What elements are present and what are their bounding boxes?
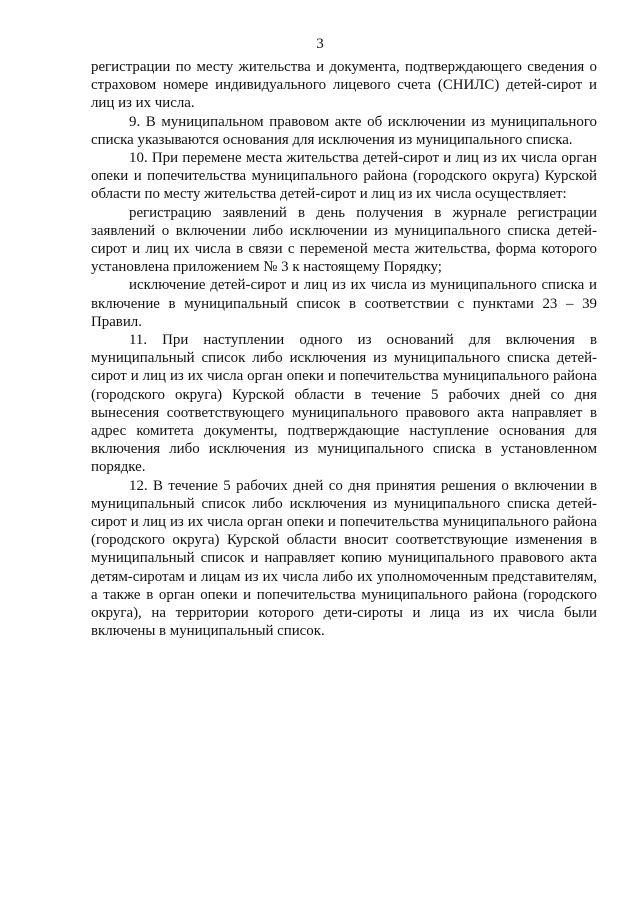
document-body [91, 58, 597, 641]
paragraph-item-9: 9. В муниципальном правовом акте об исключении из муниципального списка указываются основания для исключения из муниципального списка. [91, 113, 597, 148]
paragraph-continuation: регистрации по месту жительства и документа, подтверждающего сведения о страховом номере индивидуального лицевого счета (СНИЛС) детей-сирот и лиц из их числа. [91, 59, 597, 112]
paragraph-item-12: 12. В течение 5 рабочих дней со дня принятия решения о включении в муниципальный список либо исключения из муниципального списка детей-сирот и лиц из их числа орган опеки и попечительства муниципального района (городского округа) Курской области вносит соответствующие изменения в муниципальный список и направляет копию муниципального правового акта детям-сиротам и лицам из их числа либо их уполномоченным представителям, а также в орган опеки и попечительства муниципального района (городского округа), на территории которого дети-сироты и лица из их числа были включены в муниципальный список. [91, 477, 597, 640]
page-number: 3 [316, 36, 324, 52]
paragraph-exclusion: исключение детей-сирот и лиц из их числа из муниципального списка и включение в муниципальный список в соответствии с пунктами 23 – 39 Правил. [91, 277, 597, 330]
paragraph-item-11: 11. При наступлении одного из оснований для включения в муниципальный список либо исключения из муниципального списка детей-сирот и лиц из их числа орган опеки и попечительства муниципального района (городского округа) Курской области в течение 5 рабочих дней со дня вынесения соответствующего муниципального правового акта направляет в адрес комитета документы, подтверждающие наступление основания для включения либо исключения из муниципального списка в установленном порядке. [91, 332, 597, 476]
paragraph-registration: регистрацию заявлений в день получения в журнале регистрации заявлений о включении либо исключении из муниципального списка детей-сирот и лиц их числа в связи с переменой места жительства, форма которого установлена приложением № 3 к настоящему Порядку; [91, 204, 597, 276]
paragraph-item-10: 10. При перемене места жительства детей-сирот и лиц из их числа орган опеки и попечительства муниципального района (городского округа) Курской области по месту жительства детей-сирот и лиц из их числа осуществляет: [91, 150, 597, 203]
